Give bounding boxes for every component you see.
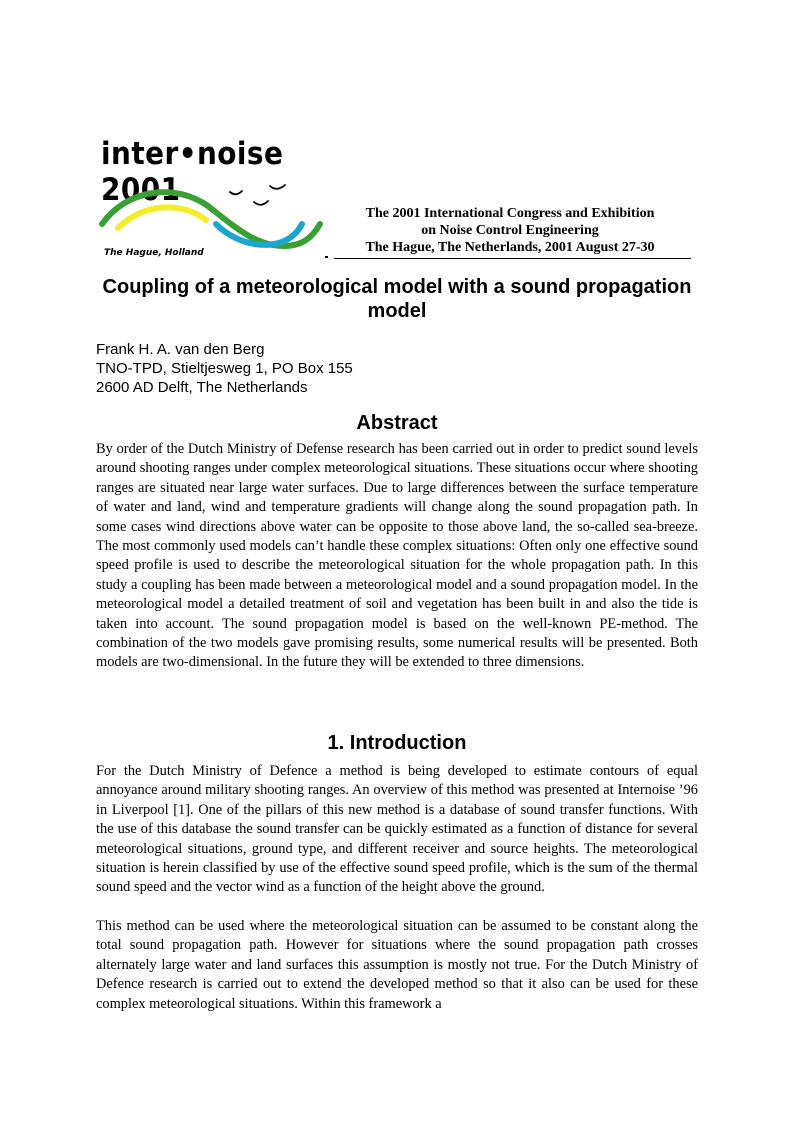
conference-line-2: on Noise Control Engineering — [421, 223, 599, 238]
conference-header — [340, 205, 680, 256]
logo-waves-graphic — [96, 176, 336, 256]
introduction-heading: 1. Introduction — [327, 732, 467, 754]
logo-blue-wave — [216, 224, 302, 245]
logo-caption: The Hague, Holland — [104, 248, 204, 258]
introduction-paragraph-1: For the Dutch Ministry of Defence a method is being developed to estimate contours of equal annoyance around military shooting ranges. An overview of this method was presented at Internoise ’96 in Liverpool [1]. One of the pillars of this new method is a database of sound transfer functions. With the use of this database the sound transfer can be quickly estimated as a function of distance for several meteorological situations, ground type, and different receiver and source heights. The meteorological situation is herein classified by use of the effective sound speed profile, which is the sum of the thermal sound speed and the vector wind as a function of the height above the ground. — [96, 763, 698, 896]
conference-logo — [96, 136, 346, 262]
logo-smile-1 — [230, 191, 242, 194]
author-block — [96, 340, 353, 397]
header-divider — [334, 258, 691, 259]
conference-line-1: The 2001 International Congress and Exhibition — [365, 206, 655, 221]
header-rule-dot — [325, 256, 328, 258]
conference-line-3: The Hague, The Netherlands, 2001 August 27-30 — [365, 240, 655, 255]
logo-title: inter•noise 2001 — [101, 136, 284, 208]
paper-title: Coupling of a meteorological model with a sound propagation model — [102, 276, 692, 322]
logo-smile-3 — [254, 201, 268, 205]
affiliation-line-1: TNO-TPD, Stieltjesweg 1, PO Box 155 — [96, 360, 353, 377]
affiliation-line-2: 2600 AD Delft, The Netherlands — [96, 379, 308, 396]
logo-smile-2 — [270, 185, 285, 189]
introduction-paragraph-2: This method can be used where the meteorological situation can be assumed to be constant along the total sound propagation path. However for situations where the sound propagation path crosses alternately large water and land surfaces this assumption is mostly not true. For the Dutch Ministry of Defence research is carried out to extend the developed method so that it also can be used for these complex meteorological situations. Within this framework a — [96, 918, 698, 1012]
abstract-text: By order of the Dutch Ministry of Defense research has been carried out in order to predict sound levels around shooting ranges under complex meteorological situations. These situations occur where shooting ranges are situated near large water surfaces. Due to large differences between the surface temperature of water and land, wind and temperature gradients will change along the sound propagation path. In some cases wind directions above water can be opposite to those above land, the so-called sea-breeze. The most commonly used models can’t handle these complex situations: Often only one effective sound speed profile is used to describe the meteorological situation for the whole propagation path. In this study a coupling has been made between a meteorological model and a sound propagation model. In the meteorological model a detailed treatment of soil and vegetation has been built in and also the tide is taken into account. The sound propagation model is based on the well-known PE-method. The combination of the two models gave promising results, some numerical results will be presented. Both models are two-dimensional. In the future they will be extended to three dimensions. — [96, 441, 698, 671]
logo-yellow-wave — [118, 207, 206, 228]
author-name: Frank H. A. van den Berg — [96, 341, 265, 358]
abstract-heading: Abstract — [356, 412, 438, 434]
